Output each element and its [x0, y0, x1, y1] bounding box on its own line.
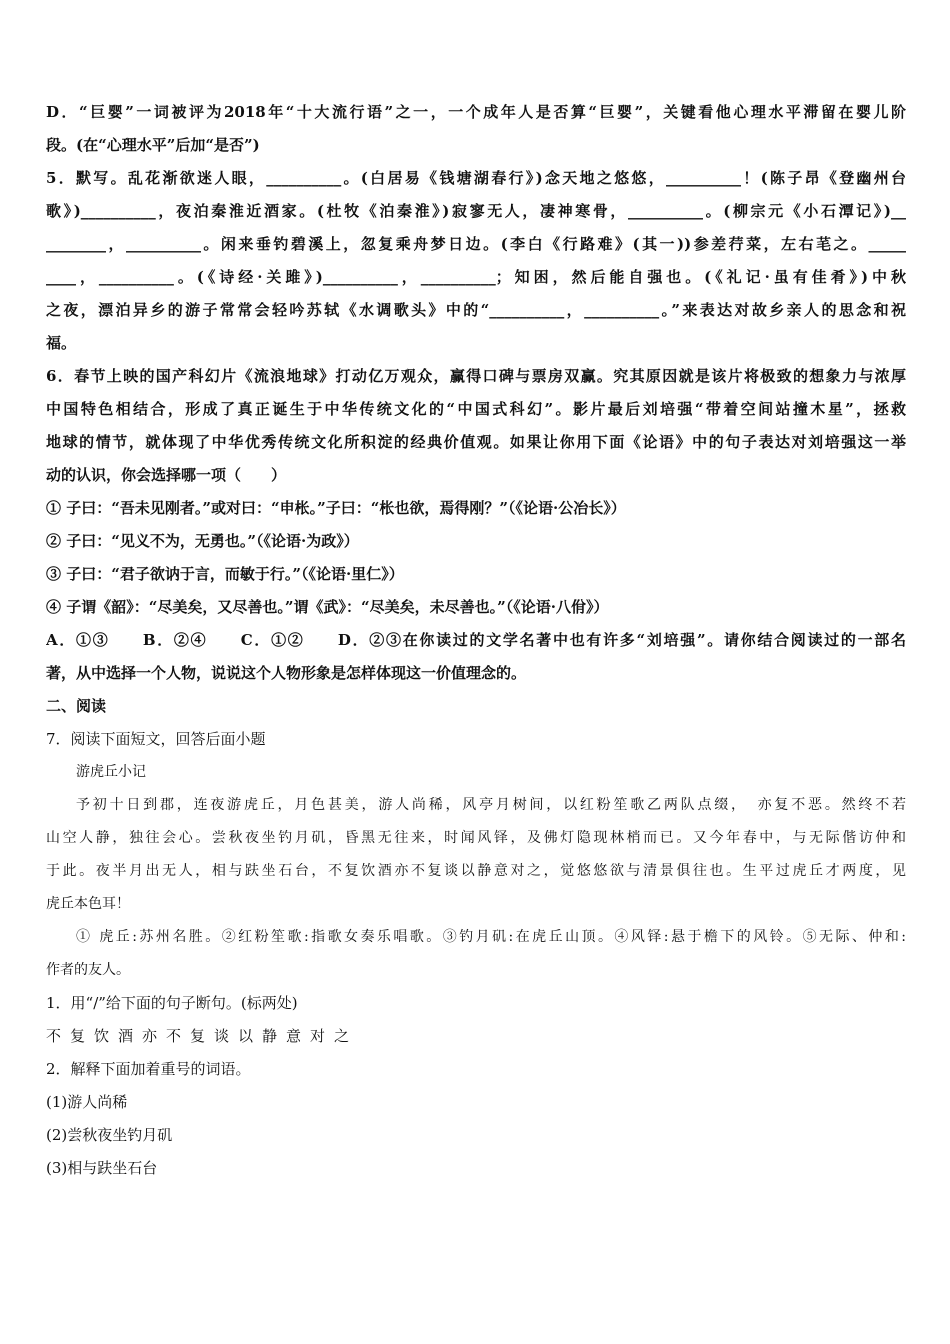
passage-line: 虎丘本色耳！: [46, 896, 130, 912]
sub-question-1-text: 不复饮酒亦不复谈以静意对之: [46, 1027, 359, 1045]
q6-option: ③ 子曰：“君子欲讷于言，而敏于行。”（《论语·里仁》）: [46, 565, 404, 583]
passage-line: 于此。夜半月出无人，相与趺坐石台，不复饮酒亦不复谈以静意对之，觉悠悠欲与清景俱往也。生平过虎丘才两度，见: [46, 863, 906, 879]
q5-line: 歌》)__________，夜泊秦淮近酒家。(杜牧《泊秦淮》)寂寥无人，凄神寒骨，__________。(柳宗元《小石潭记》)__: [46, 202, 906, 220]
q6-option: ② 子曰：“见义不为，无勇也。”（《论语·为政》）: [46, 532, 359, 550]
section-heading: 二、阅读: [46, 697, 107, 715]
q5-line: 5．默写。乱花渐欲迷人眼，__________。(白居易《钱塘湖春行》)念天地之悠悠，__________！(陈子昂《登幽州台: [46, 169, 906, 187]
sub-question-2-item: (3)相与趺坐石台: [46, 1159, 158, 1177]
sub-question-2: 2．解释下面加着重号的词语。: [46, 1060, 251, 1078]
q6-line: 地球的情节，就体现了中华优秀传统文化所积淀的经典价值观。如果让你用下面《论语》中的句子表达对刘培强这一举: [46, 433, 906, 451]
q4-option-d-line2: 段。(在“心理水平”后加“是否”): [46, 136, 260, 154]
passage-line: 山空人静，独往会心。尝秋夜坐钓月矶，昏黑无往来，时闻风铎，及佛灯隐现林梢而已。又今年春中，与无际偕访仲和: [46, 830, 906, 846]
sub-question-1: 1．用“/”给下面的句子断句。(标两处): [46, 994, 298, 1012]
q7-intro: 7．阅读下面短文，回答后面小题: [46, 730, 266, 748]
sub-question-2-item: (2)尝秋夜坐钓月矶: [46, 1126, 173, 1144]
notes-line: ① 虎丘:苏州名胜。②红粉笙歌:指歌女奏乐唱歌。③钓月矶:在虎丘山顶。④风铎:悬于檐下的风铃。⑤无际、仲和:: [76, 929, 906, 945]
q6-choices-continued: 著，从中选择一个人物，说说这个人物形象是怎样体现这一价值理念的。: [46, 664, 527, 682]
passage-line: 予初十日到郡，连夜游虎丘，月色甚美，游人尚稀，风亭月树间，以红粉笙歌乙两队点缀， 亦复不恶。然终不若: [76, 797, 906, 813]
passage-title: 游虎丘小记: [76, 764, 146, 780]
q6-choices: A．①③ B．②④ C．①② D．②③在你读过的文学名著中也有许多“刘培强”。请你结合阅读过的一部名: [46, 631, 906, 649]
q4-option-d-line1: D．“巨婴”一词被评为2018年“十大流行语”之一，一个成年人是否算“巨婴”，关键看他心理水平滞留在婴儿阶: [46, 103, 906, 121]
q5-line: ________，__________。闲来垂钓碧溪上，忽复乘舟梦日边。(李白《行路难》(其一))参差荇菜，左右芼之。_____: [46, 235, 906, 253]
q5-line: ____，__________。(《诗经·关雎》)__________，__________；知困，然后能自强也。(《礼记·虽有佳肴》)中秋: [46, 268, 906, 286]
question-5: [46, 162, 906, 360]
q6-line: 6．春节上映的国产科幻片《流浪地球》打动亿万观众，赢得口碑与票房双赢。究其原因就是该片将极致的想象力与浓厚: [46, 367, 906, 385]
q6-line: 中国特色相结合，形成了真正诞生于中华传统文化的“中国式科幻”。影片最后刘培强“带着空间站撞木星”，拯救: [46, 400, 906, 418]
notes-line: 作者的友人。: [46, 962, 130, 978]
q5-line: 福。: [46, 334, 77, 352]
reading-passage: [46, 756, 906, 987]
sub-question-2-item: (1)游人尚稀: [46, 1093, 128, 1111]
q6-option: ④ 子谓《韶》：“尽美矣，又尽善也。”谓《武》：“尽美矣，未尽善也。”（《论语·八佾》）: [46, 598, 609, 616]
q5-line: 之夜，漂泊异乡的游子常常会轻吟苏轼《水调歌头》中的“__________，__________。”来表达对故乡亲人的思念和祝: [46, 301, 906, 319]
question-6: [46, 360, 906, 690]
q6-option: ① 子曰：“吾未见刚者。”或对曰：“申枨。”子曰：“枨也欲，焉得刚？”（《论语·公冶长》）: [46, 499, 626, 517]
document-page: [46, 96, 906, 1185]
q6-line: 动的认识，你会选择哪一项（ ）: [46, 466, 287, 484]
